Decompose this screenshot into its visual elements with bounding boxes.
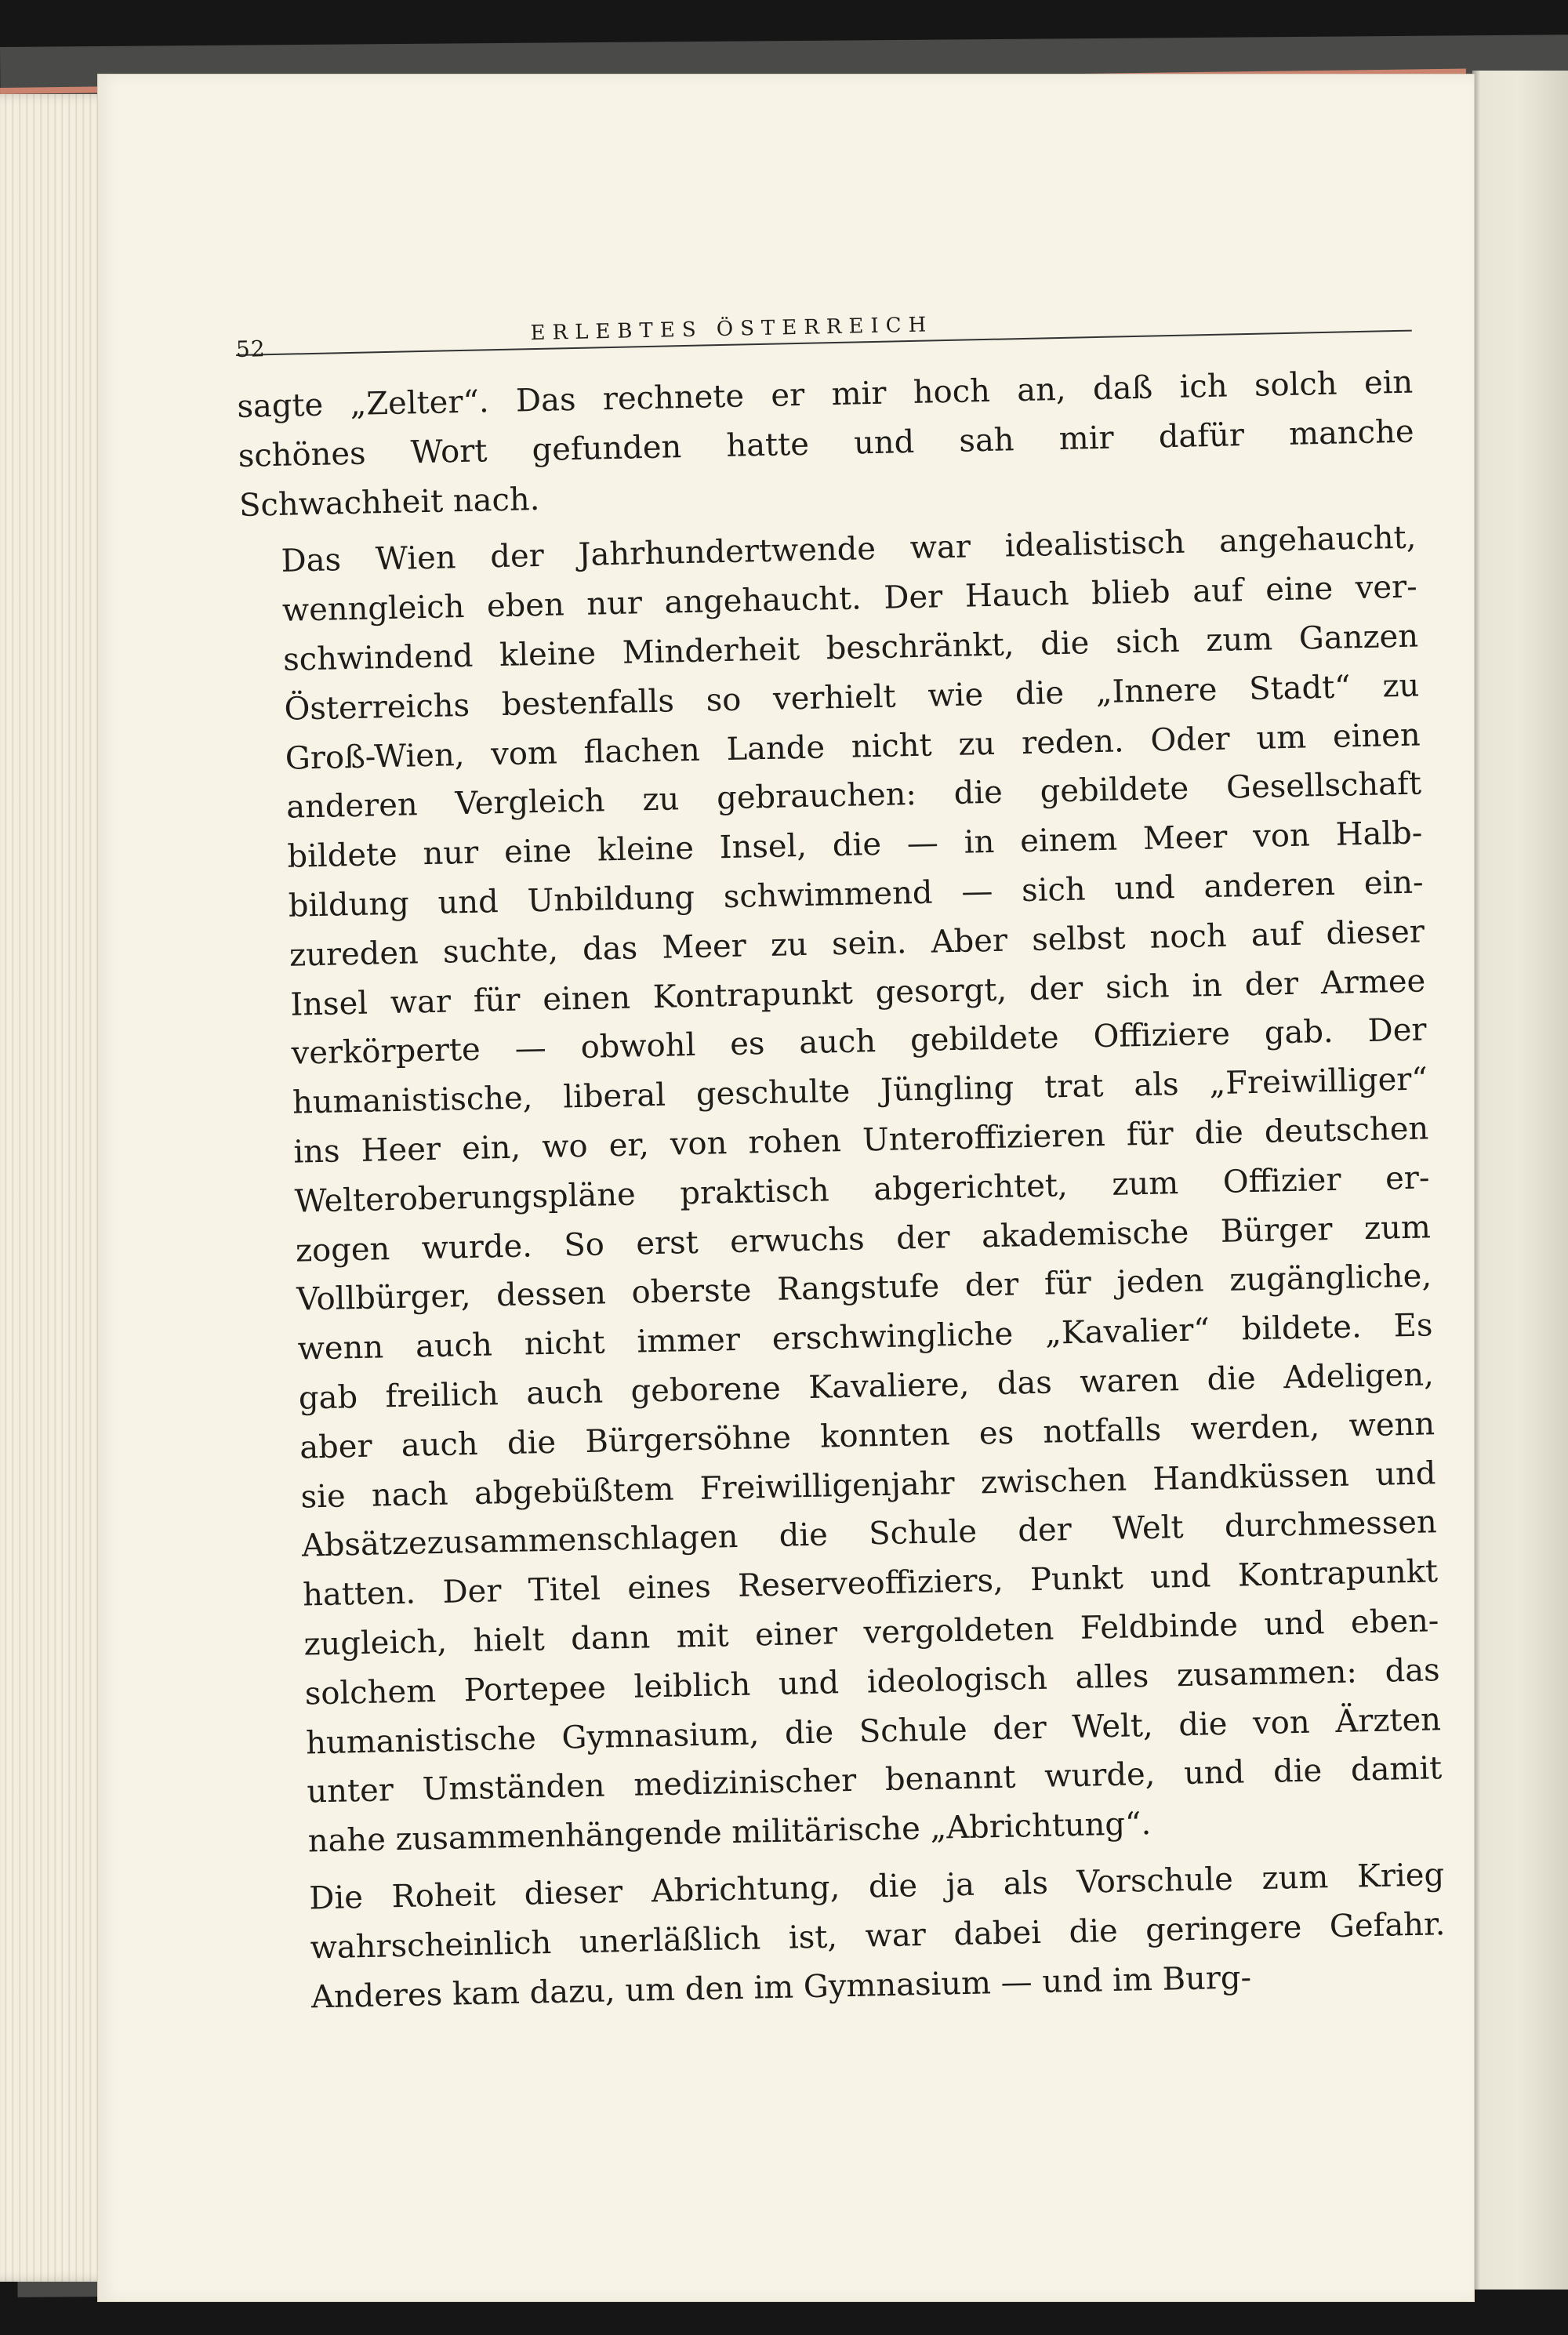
text-line: anderen Vergleich zu gebrauchen: die gebildete Gesellschaft: [285, 765, 1422, 826]
text-line: Das Wien der Jahrhundertwende war idealistisch angehaucht,: [281, 519, 1417, 580]
text-line: Anderes kam dazu, um den im Gymnasium — und im Burg-: [310, 1959, 1252, 2015]
text-line: Groß-Wien, vom flachen Lande nicht zu reden. Oder um einen: [285, 717, 1421, 777]
text-line: wenn auch nicht immer erschwingliche „Kavalier“ bildete. Es: [297, 1307, 1433, 1367]
text-line: ins Heer ein, wo er, von rohen Unteroffizieren für die deutschen: [292, 1110, 1429, 1171]
page-number: 52: [235, 336, 266, 362]
text-line: schwindend kleine Minderheit beschränkt, die sich zum Ganzen: [282, 618, 1419, 678]
text-line: hatten. Der Titel eines Reserveoffiziers, Punkt und Kontrapunkt: [302, 1553, 1439, 1614]
text-line: verkörperte — obwohl es auch gebildete Offiziere gab. Der: [291, 1011, 1427, 1073]
text-line: Die Roheit dieser Abrichtung, die ja als Vorschule zum Krieg: [308, 1857, 1445, 1917]
text-line: Absätzezusammenschlagen die Schule der Welt durchmessen: [301, 1504, 1438, 1564]
text-line: Insel war für einen Kontrapunkt gesorgt, der sich in der Armee: [289, 962, 1426, 1023]
text-line: gab freilich auch geborene Kavaliere, das waren die Adeligen,: [298, 1356, 1435, 1417]
paragraph: [237, 358, 1416, 531]
text-line: unter Umständen medizinischer benannt wurde, und die damit: [307, 1750, 1443, 1810]
text-line: Vollbürger, dessen oberste Rangstufe der für jeden zugängliche,: [296, 1258, 1432, 1318]
text-line: Schwachheit nach.: [238, 481, 540, 524]
text-line: zureden suchte, das Meer zu sein. Aber selbst noch auf dieser: [289, 913, 1425, 974]
text-line: bildete nur eine kleine Insel, die — in einem Meer von Halb-: [287, 815, 1423, 875]
text-line: sie nach abgebüßtem Freiwilligenjahr zwischen Handküssen und: [300, 1454, 1436, 1516]
facing-page-edge: [1472, 71, 1568, 2290]
text-line: wenngleich eben nur angehaucht. Der Hauch blieb auf eine ver-: [281, 568, 1418, 630]
text-line: nahe zusammenhängende militärische „Abrichtung“.: [307, 1806, 1152, 1860]
page-content: [235, 289, 1446, 2023]
paragraph: [268, 1850, 1447, 2023]
text-line: aber auch die Bürgersöhne konnten es notfalls werden, wenn: [299, 1406, 1436, 1466]
text-line: solchem Portepee leiblich und ideologisch alles zusammen: das: [304, 1651, 1441, 1712]
text-line: Österreichs bestenfalls so verhielt wie die „Innere Stadt“ zu: [284, 667, 1420, 728]
paragraph: [240, 514, 1443, 1868]
running-title: ERLEBTES ÖSTERREICH: [530, 313, 934, 346]
text-line: schönes Wort gefunden hatte und sah mir dafür manche: [238, 413, 1414, 474]
text-line: zugleich, hielt dann mit einer vergoldeten Feldbinde und eben-: [303, 1603, 1439, 1663]
text-line: wahrscheinlich unerläßlich ist, war dabei die geringere Gefahr.: [310, 1905, 1446, 1966]
text-line: humanistische Gymnasium, die Schule der Welt, die von Ärzten: [305, 1701, 1442, 1762]
body-text: [237, 358, 1446, 2023]
text-line: sagte „Zelter“. Das rechnete er mir hoch an, daß ich solch ein: [237, 364, 1414, 425]
text-line: Welteroberungspläne praktisch abgerichtet, zum Offizier er-: [294, 1160, 1430, 1220]
text-line: zogen wurde. So erst erwuchs der akademische Bürger zum: [295, 1208, 1432, 1269]
text-line: humanistische, liberal geschulte Jüngling trat als „Freiwilliger“: [292, 1061, 1428, 1121]
text-line: bildung und Unbildung schwimmend — sich und anderen ein-: [288, 864, 1425, 924]
